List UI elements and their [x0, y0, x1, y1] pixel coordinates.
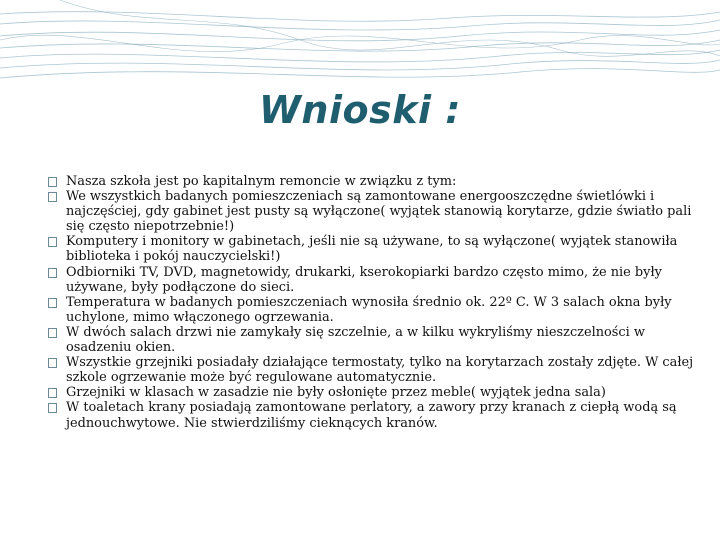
bullet-text: Nasza szkoła jest po kapitalnym remoncie w związku z tym:	[66, 174, 457, 189]
square-bullet-icon	[48, 268, 57, 278]
bullet-item	[46, 400, 710, 430]
bullet-item	[46, 174, 710, 189]
bullet-item	[46, 234, 710, 264]
bullet-text: W dwóch salach drzwi nie zamykały się szczelnie, a w kilku wykryliśmy nieszczelności w osadzeniu okien.	[66, 324, 645, 356]
bullet-item	[46, 325, 710, 355]
square-bullet-icon	[48, 237, 57, 247]
square-bullet-icon	[48, 403, 57, 413]
bullet-item	[46, 355, 710, 385]
square-bullet-icon	[48, 177, 57, 187]
square-bullet-icon	[48, 358, 57, 368]
square-bullet-icon	[48, 298, 57, 308]
square-bullet-icon	[48, 328, 57, 338]
bullet-text: Temperatura w badanych pomieszczeniach wynosiła średnio ok. 22º C. W 3 salach okna były uchylone, mimo włączonego ogrzewania.	[66, 294, 672, 325]
bullet-item	[46, 295, 710, 325]
bullet-list	[46, 174, 710, 431]
bullet-text: Grzejniki w klasach w zasadzie nie były osłonięte przez meble( wyjątek jedna sala)	[66, 385, 606, 401]
bullet-item	[46, 265, 710, 295]
bullet-text: W toaletach krany posiadają zamontowane perlatory, a zawory przy kranach z ciepłą wodą są jednouchwytowe. Nie stwierdziliśmy cieknących kranów.	[66, 400, 677, 431]
bullet-item	[46, 385, 710, 400]
square-bullet-icon	[48, 192, 57, 202]
bullet-text: Wszystkie grzejniki posiadały działające termostaty, tylko na korytarzach zostały zdjęte. W całej szkole ogrzewanie może być regulowane automatycznie.	[66, 355, 694, 386]
bullet-text: We wszystkich badanych pomieszczeniach są zamontowane energooszczędne świetlówki i najczęściej, gdy gabinet jest pusty są wyłączone( wyjątek stanowią korytarze, gdzie światło pali się często niepotrzebnie!)	[66, 189, 692, 235]
header-wave-decoration	[0, 0, 720, 90]
bullet-text: Komputery i monitory w gabinetach, jeśli nie są używane, to są wyłączone( wyjątek stanowiła biblioteka i pokój nauczycielski!)	[66, 234, 678, 265]
bullet-item	[46, 189, 710, 234]
square-bullet-icon	[48, 388, 57, 398]
slide-title: Wnioski :	[259, 88, 461, 132]
bullet-text: Odbiorniki TV, DVD, magnetowidy, drukarki, kserokopiarki bardzo często mimo, że nie były używane, były podłączone do sieci.	[66, 264, 662, 295]
